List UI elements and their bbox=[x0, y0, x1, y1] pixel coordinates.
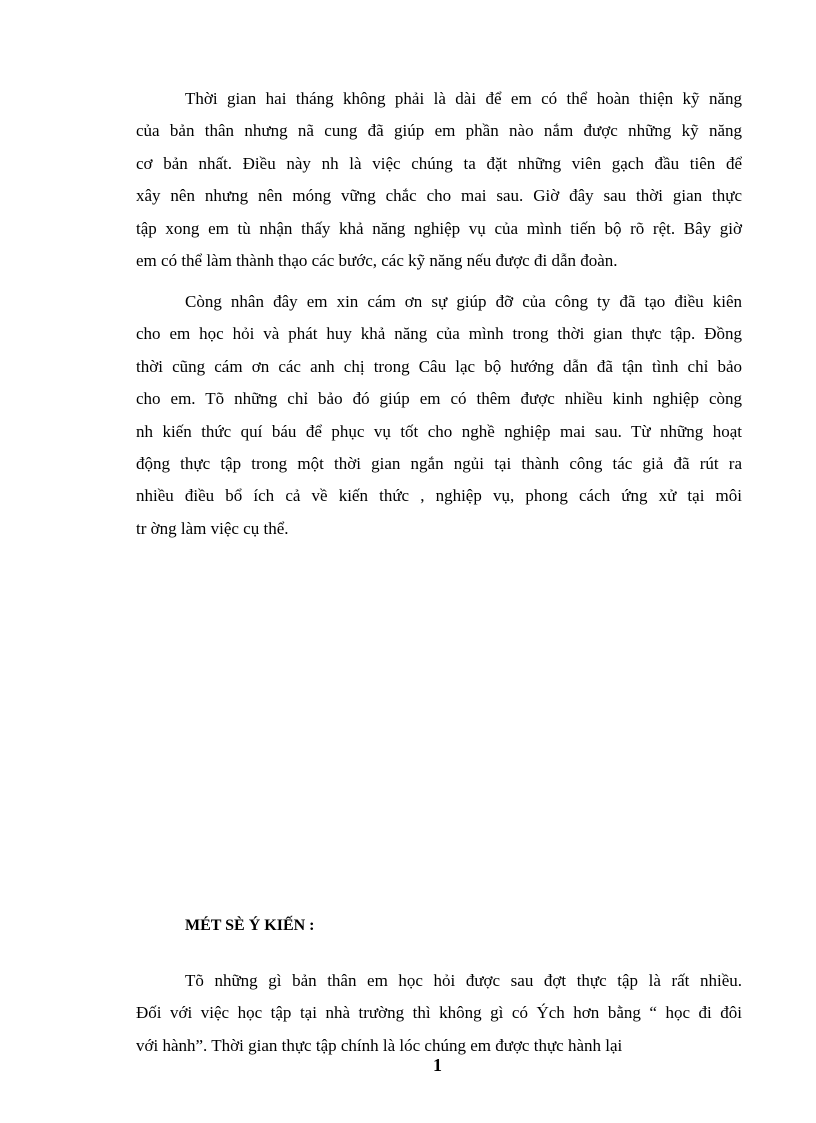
text-line: cho em. Tõ những chỉ bảo đó giúp em có thêm được nhiều kinh nghiệp còng bbox=[136, 389, 742, 409]
text-line: động thực tập trong một thời gian ngắn ngủi tại thành công tác giả đã rút ra bbox=[136, 454, 742, 474]
text-line: Thời gian hai tháng không phải là dài để em có thể hoàn thiện kỹ năng bbox=[185, 89, 742, 108]
text-line: nhiều điều bổ ích cả về kiến thức , nghiệp vụ, phong cách ứng xử tại môi bbox=[136, 486, 742, 506]
text-line: tập xong em tù nhận thấy khả năng nghiệp vụ của mình tiến bộ rõ rệt. Bây giờ bbox=[136, 218, 742, 238]
paragraph-thanks bbox=[136, 286, 742, 545]
text-line: Đối với việc học tập tại nhà trường thì không gì có Ých hơn bằng “ học đi đôi bbox=[136, 1003, 742, 1023]
text-line: xây nên nhưng nên móng vững chắc cho mai sau. Giờ đây sau thời gian thực bbox=[136, 186, 742, 206]
text-line: em có thể làm thành thạo các bước, các kỹ năng nếu được đi dẫn đoàn. bbox=[136, 251, 618, 271]
text-line: cơ bản nhất. Điều này nh là việc chúng ta đặt những viên gạch đầu tiên để bbox=[136, 153, 742, 173]
text-line: cho em học hỏi và phát huy khả năng của mình trong thời gian thực tập. Đồng bbox=[136, 324, 742, 344]
paragraph-intro bbox=[136, 83, 742, 277]
text-line: nh kiến thức quí báu để phục vụ tốt cho nghề nghiệp mai sau. Từ những hoạt bbox=[136, 421, 742, 441]
text-line: Tõ những gì bản thân em học hỏi được sau đợt thực tập là rất nhiều. bbox=[185, 971, 742, 990]
text-line: Còng nhân đây em xin cám ơn sự giúp đỡ của công ty đã tạo điều kiên bbox=[185, 292, 742, 311]
text-line: tr ờng làm việc cụ thể. bbox=[136, 518, 289, 538]
text-line: của bản thân nhưng nã cung đã giúp em phần nào nắm được những kỹ năng bbox=[136, 121, 742, 141]
section-heading: MÉT SÈ Ý KIẾN : bbox=[185, 917, 315, 934]
text-line: với hành”. Thời gian thực tập chính là lóc chúng em được thực hành lại bbox=[136, 1035, 623, 1055]
paragraph-opinions bbox=[136, 965, 742, 1062]
page-number: 1 bbox=[433, 1055, 442, 1075]
text-line: thời cũng cám ơn các anh chị trong Câu lạc bộ hướng dẫn đã tận tình chỉ bảo bbox=[136, 356, 742, 376]
